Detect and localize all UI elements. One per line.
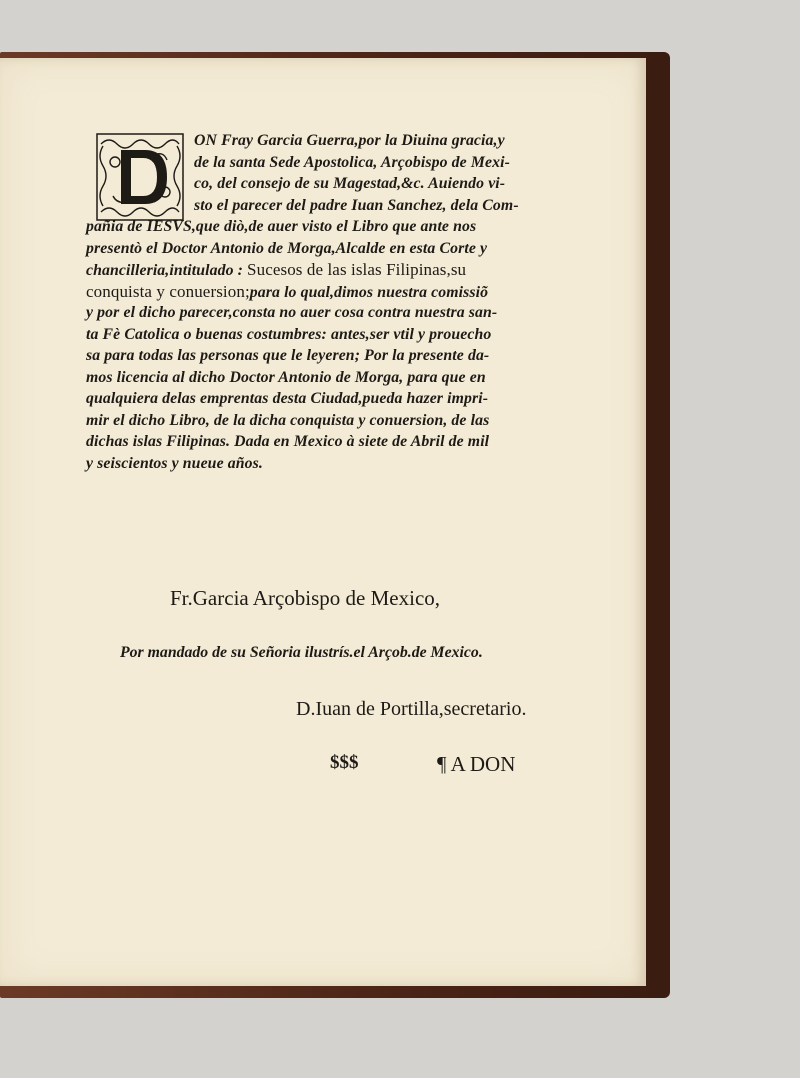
text-line: [86, 152, 576, 174]
italic-text: qualquiera delas emprentas desta Ciudad,pueda hazer impri-: [86, 390, 489, 407]
text-line: [86, 173, 576, 195]
catchword: ¶ A DON: [437, 752, 516, 776]
italic-text: y seiscientos y nueue años.: [86, 454, 263, 472]
text-line: [86, 324, 576, 346]
italic-text: sa para todas las personas que le leyeren; Por la presente da-: [86, 347, 490, 364]
text-line: [86, 130, 576, 152]
italic-text: para lo qual,dimos nuestra comissiõ: [249, 283, 489, 301]
italic-text: co, del consejo de su Magestad,&c. Auiendo vi-: [194, 175, 506, 192]
text-line: [86, 281, 576, 303]
italic-text: mos licencia al dicho Doctor Antonio de Morga, para que en: [86, 368, 486, 386]
text-line: [86, 431, 576, 453]
italic-text: mir el dicho Libro, de la dicha conquista y conuersion, de las: [86, 411, 490, 429]
italic-text: sto el parecer del padre Iuan Sanchez, dela Com-: [194, 196, 519, 214]
text-line: [86, 410, 576, 432]
text-line: [86, 453, 576, 475]
text-line: [86, 345, 576, 367]
text-line: [86, 238, 576, 260]
text-line: [86, 388, 576, 410]
text-line: [86, 195, 576, 217]
text-line: [86, 259, 576, 281]
by-order-line: Por mandado de su Señoria ilustrís.el Arçob.de Mexico.: [120, 644, 483, 661]
text-line: [86, 216, 576, 238]
book-page: [0, 58, 646, 986]
license-body: [86, 130, 576, 474]
initial-letter: D: [135, 180, 145, 191]
italic-text: y por el dicho parecer,consta no auer cosa contra nuestra san-: [86, 304, 498, 321]
italic-text: ta Fè Catolica o buenas costumbres: antes,ser vtil y prouecho: [86, 325, 492, 343]
secretary-signature: D.Iuan de Portilla,secretario.: [296, 698, 527, 720]
archbishop-signature: Fr.Garcia Arçobispo de Mexico,: [170, 586, 441, 610]
roman-text: conquista y conuersion;: [86, 281, 250, 301]
italic-text: chancilleria,intitulado :: [86, 262, 243, 279]
italic-text: de la santa Sede Apostolica, Arçobispo de Mexi-: [194, 153, 510, 171]
text-line: [86, 367, 576, 389]
signature-marks: $$$: [330, 752, 359, 773]
italic-text: presentò el Doctor Antonio de Morga,Alcalde en esta Corte y: [86, 239, 488, 257]
text-line: [86, 302, 576, 324]
italic-text: pañia de IESVS,que diò,de auer visto el Libro que ante nos: [86, 218, 477, 235]
roman-text: Sucesos de las islas Filipinas,su: [247, 260, 467, 279]
italic-text: ON Fray Garcia Guerra,por la Diuina gracia,y: [194, 132, 505, 149]
italic-text: dichas islas Filipinas. Dada en Mexico à siete de Abril de mil: [86, 433, 490, 450]
